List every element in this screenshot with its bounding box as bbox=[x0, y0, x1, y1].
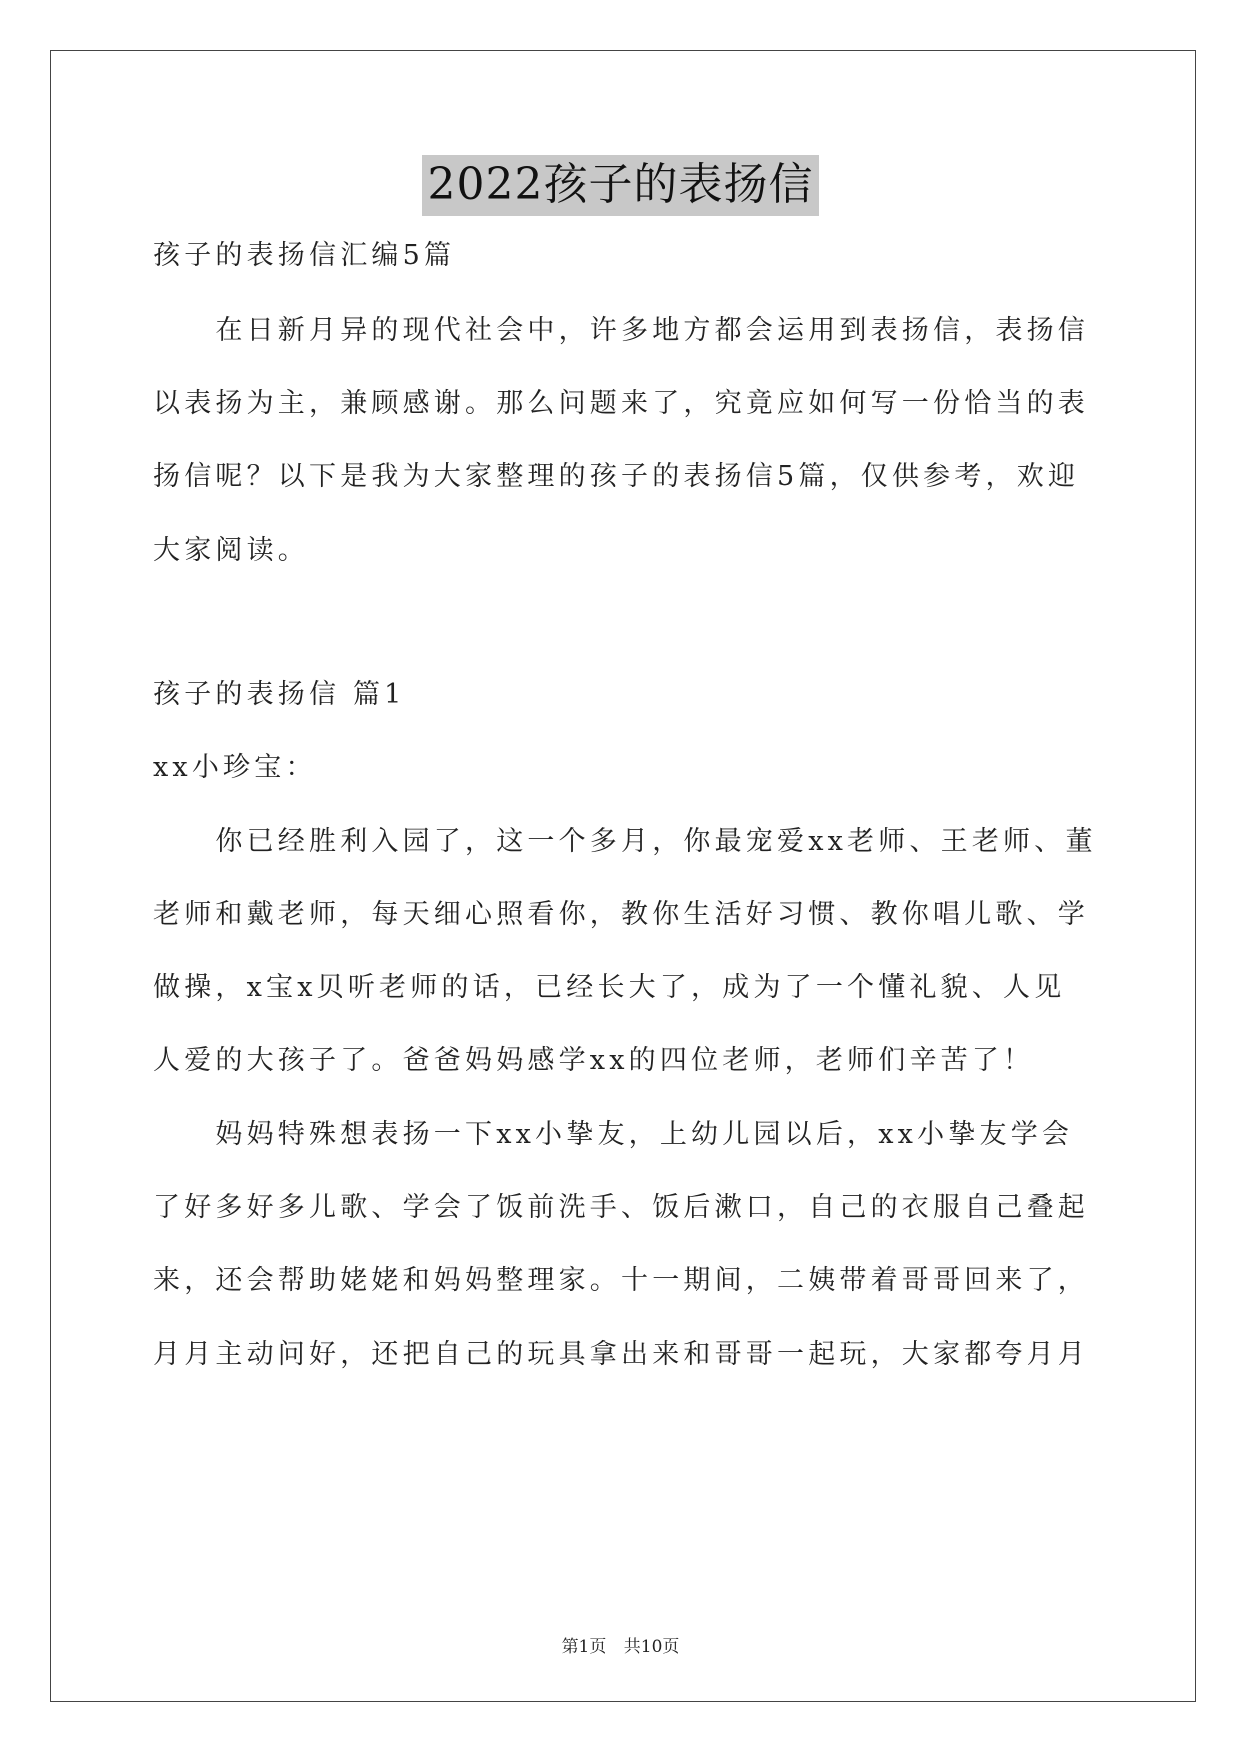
title-container bbox=[0, 155, 1241, 216]
page-total: 共10页 bbox=[623, 1637, 680, 1657]
paragraph-line: 月月主动问好，还把自己的玩具拿出来和哥哥一起玩，大家都夸月月 bbox=[153, 1339, 1089, 1370]
page-border bbox=[50, 50, 1196, 1702]
paragraph-line: 老师和戴老师，每天细心照看你，教你生活好习惯、教你唱儿歌、学 bbox=[153, 899, 1089, 930]
paragraph-line: 你已经胜利入园了，这一个多月，你最宠爱xx老师、王老师、董 bbox=[153, 826, 1097, 857]
paragraph-line: 妈妈特殊想表扬一下xx小挚友，上幼儿园以后，xx小挚友学会 bbox=[153, 1119, 1074, 1150]
salutation-line: xx小珍宝： bbox=[153, 752, 317, 783]
paragraph-line: 做操，x宝x贝听老师的话，已经长大了，成为了一个懂礼貌、人见 bbox=[153, 972, 1066, 1003]
paragraph-line: 大家阅读。 bbox=[153, 535, 309, 566]
page-footer bbox=[0, 1632, 1241, 1657]
page-number: 第1页 bbox=[561, 1637, 607, 1657]
document-title: 2022孩子的表扬信 bbox=[422, 155, 820, 216]
paragraph-line: 以表扬为主，兼顾感谢。那么问题来了，究竟应如何写一份恰当的表 bbox=[153, 388, 1089, 419]
paragraph-line: 了好多好多儿歌、学会了饭前洗手、饭后漱口，自己的衣服自己叠起 bbox=[153, 1192, 1089, 1223]
section-heading: 孩子的表扬信 篇1 bbox=[153, 679, 406, 710]
paragraph-line: 在日新月异的现代社会中，许多地方都会运用到表扬信，表扬信 bbox=[153, 315, 1089, 346]
subtitle-line: 孩子的表扬信汇编5篇 bbox=[153, 240, 456, 271]
paragraph-line: 扬信呢？以下是我为大家整理的孩子的表扬信5篇，仅供参考，欢迎 bbox=[153, 461, 1080, 492]
paragraph-line: 人爱的大孩子了。爸爸妈妈感学xx的四位老师，老师们辛苦了！ bbox=[153, 1045, 1035, 1076]
paragraph-line: 来，还会帮助姥姥和妈妈整理家。十一期间，二姨带着哥哥回来了， bbox=[153, 1265, 1089, 1296]
